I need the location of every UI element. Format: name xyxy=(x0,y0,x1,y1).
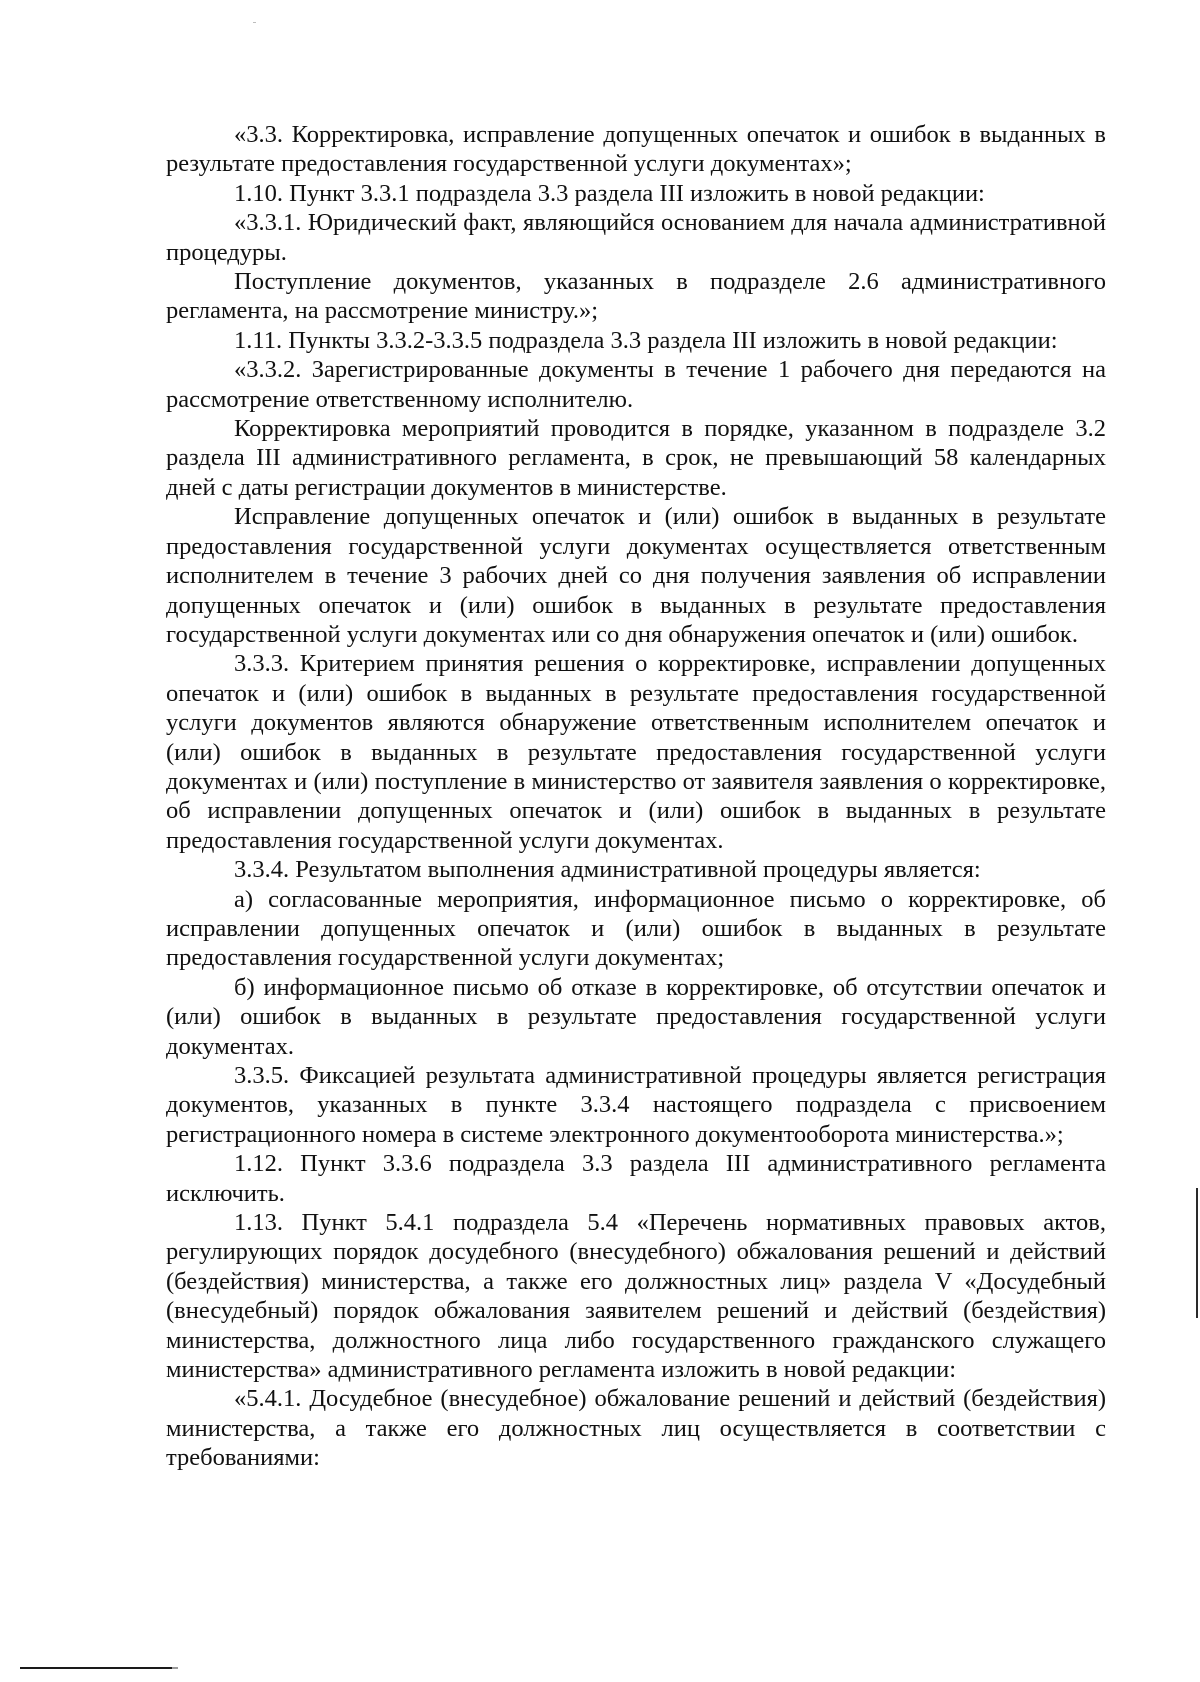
document-body xyxy=(166,120,1106,1473)
paragraph: 3.3.3. Критерием принятия решения о корректировке, исправлении допущенных опечаток и (или) ошибок в выданных в результате предоставления государственной услуги документов являются обнаружение ответственным исполнителем опечаток и (или) ошибок в выданных в результате предоставления государственной услуги документах и (или) поступление в министерство от заявителя заявления о корректировке, об исправлении допущенных опечаток и (или) ошибок в выданных в результате предоставления государственной услуги документах. xyxy=(166,650,1106,854)
paragraph: б) информационное письмо об отказе в корректировке, об отсутствии опечаток и (или) ошибок в выданных в результате предоставления государственной услуги документах. xyxy=(166,973,1106,1060)
paragraph: Поступление документов, указанных в подразделе 2.6 административного регламента, на рассмотрение министру.»; xyxy=(166,268,1106,325)
paragraph: 1.10. Пункт 3.3.1 подраздела 3.3 раздела III изложить в новой редакции: xyxy=(234,179,985,207)
paragraph: 3.3.5. Фиксацией результата административной процедуры является регистрация документов, указанных в пункте 3.3.4 настоящего подраздела с присвоением регистрационного номера в системе электронного документооборота министерства.»; xyxy=(166,1062,1106,1148)
paragraph: «3.3. Корректировка, исправление допущенных опечаток и ошибок в выданных в результате предоставления государственной услуги документах»; xyxy=(166,121,1106,178)
footnote-rule-tail xyxy=(172,1667,178,1669)
scan-edge-line xyxy=(1196,1188,1198,1318)
paragraph: 1.11. Пункты 3.3.2-3.3.5 подраздела 3.3 раздела III изложить в новой редакции: xyxy=(234,326,1058,354)
paragraph: «3.3.2. Зарегистрированные документы в течение 1 рабочего дня передаются на рассмотрение ответственному исполнителю. xyxy=(166,356,1106,413)
paragraph: 1.12. Пункт 3.3.6 подраздела 3.3 раздела III административного регламента исключить. xyxy=(166,1150,1106,1207)
scan-speck xyxy=(253,22,256,23)
paragraph: а) согласованные мероприятия, информационное письмо о корректировке, об исправлении допущенных опечаток и (или) ошибок в выданных в результате предоставления государственной услуги документах; xyxy=(166,885,1106,972)
footnote-rule xyxy=(20,1667,172,1669)
paragraph: Исправление допущенных опечаток и (или) ошибок в выданных в результате предоставления государственной услуги документах осуществляется ответственным исполнителем в течение 3 рабочих дней со дня получения заявления об исправлении допущенных опечаток и (или) ошибок в выданных в результате предоставления государственной услуги документах или со дня обнаружения опечаток и (или) ошибок. xyxy=(166,503,1106,648)
paragraph: Корректировка мероприятий проводится в порядке, указанном в подразделе 3.2 раздела III административного регламента, в срок, не превышающий 58 календарных дней с даты регистрации документов в министерстве. xyxy=(166,415,1106,501)
paragraph: «3.3.1. Юридический факт, являющийся основанием для начала административной процедуры. xyxy=(166,209,1106,266)
paragraph: 3.3.4. Результатом выполнения административной процедуры является: xyxy=(234,856,981,884)
paragraph: 1.13. Пункт 5.4.1 подраздела 5.4 «Перечень нормативных правовых актов, регулирующих порядок досудебного (внесудебного) обжалования решений и действий (бездействия) министерства, а также его должностных лиц» раздела V «Досудебный (внесудебный) порядок обжалования заявителем решений и действий (бездействия) министерства, должностного лица либо государственного гражданского служащего министерства» административного регламента изложить в новой редакции: xyxy=(166,1209,1106,1384)
paragraph: «5.4.1. Досудебное (внесудебное) обжалование решений и действий (бездействия) министерства, а также его должностных лиц осуществляется в соответствии с требованиями: xyxy=(166,1385,1106,1472)
